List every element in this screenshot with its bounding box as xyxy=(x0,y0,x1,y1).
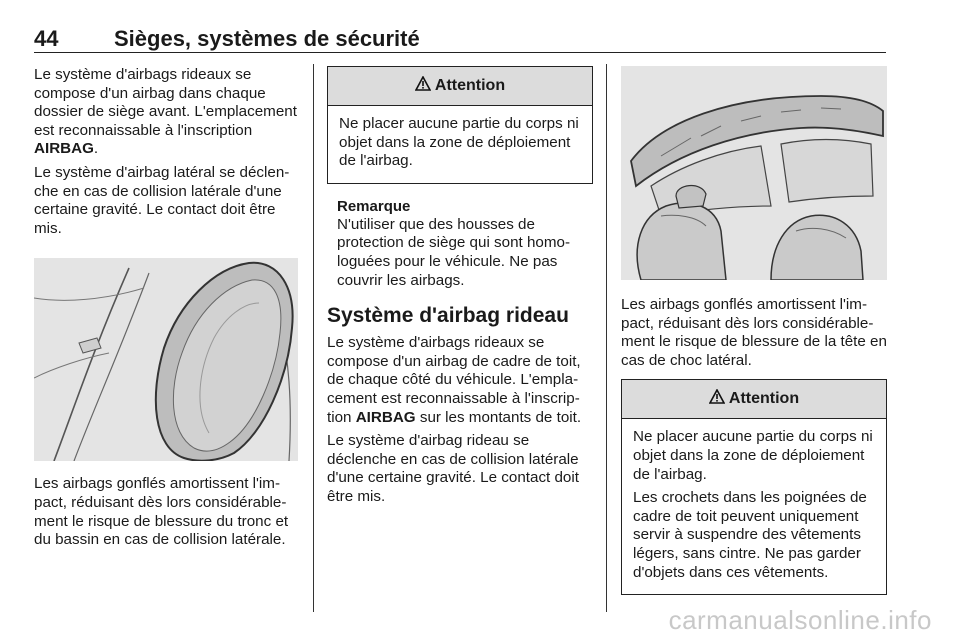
attention-text-2b: Les crochets dans les poignées de cadre de toit peuvent uniquement servir à suspendre des vêtements légers, sans cintre. Ne pas garder d'objets dans ces vêtements. xyxy=(633,489,867,581)
attention-box-2 xyxy=(621,379,887,595)
note-block xyxy=(327,198,593,290)
column-right xyxy=(621,66,887,595)
warning-triangle-icon xyxy=(709,389,725,409)
column-divider-right xyxy=(606,64,607,612)
airbag-label: AIRBAG xyxy=(355,408,416,426)
attention-header-2 xyxy=(622,380,886,419)
attention-text: Ne placer aucune partie du corps ni objet dans la zone de déploiement de l'airbag. xyxy=(339,115,579,170)
attention-body xyxy=(328,106,592,183)
attention-text-2a: Ne placer aucune partie du corps ni objet dans la zone de déploiement de l'airbag. xyxy=(633,428,873,483)
attention-header xyxy=(328,67,592,106)
column-left xyxy=(34,66,298,550)
seat-side-airbag-icon xyxy=(34,258,298,461)
attention-box xyxy=(327,66,593,184)
attention-title-2: Attention xyxy=(728,390,800,408)
watermark: carmanualsonline.info xyxy=(668,605,932,635)
note-text: N'utiliser que des housses de protection de siège qui sont homologuées pour le véhicule. Ne pas couvrir les airbags. xyxy=(337,215,571,289)
page-header xyxy=(34,22,886,53)
side-airbag-trigger: Le système d'airbag latéral se déclenche en cas de collision latérale d'une certaine gravité. Le contact doit être mis. xyxy=(34,163,290,237)
airbag-label: AIRBAG xyxy=(34,140,94,158)
curtain-airbag-icon xyxy=(621,66,887,280)
page-number: 44 xyxy=(34,26,59,51)
column-divider-left xyxy=(313,64,314,612)
section-heading: Système d'airbag rideau xyxy=(327,304,569,328)
warning-triangle-icon xyxy=(415,76,431,96)
page-title: Sièges, systèmes de sécurité xyxy=(114,26,420,51)
curtain-figure-caption: Les airbags gonflés amortissent l'impact, réduisant dès lors considérablement le risque de blessure de la tête en cas de choc latéral. xyxy=(621,296,887,369)
curtain-airbag-trigger: Le système d'airbag rideau se déclenche en cas de collision latérale d'une certaine gravité. Le contact doit être mis. xyxy=(327,432,579,505)
note-title: Remarque xyxy=(337,197,411,215)
seat-figure-caption: Les airbags gonflés amortissent l'impact, réduisant dès lors considérablement le risque de blessure du tronc et du bassin en cas de collision latérale. xyxy=(34,475,289,549)
seat-side-airbag-illustration xyxy=(34,258,298,461)
curtain-airbag-illustration xyxy=(621,66,887,280)
side-airbag-intro: Le système d'airbags rideaux se compose d'un airbag dans chaque dossier de siège avant. L'emplacement est reconnaissable à l'inscription AIRBAG. xyxy=(34,66,297,158)
attention-title: Attention xyxy=(434,77,506,94)
curtain-airbag-intro: Le système d'airbags rideaux se compose d'un airbag de cadre de toit, de chaque côté du véhicule. L'emplacement est reconnaissable à l'inscription AIRBAG sur les montants de toit. xyxy=(327,334,582,426)
column-middle xyxy=(327,66,593,507)
attention-body-2 xyxy=(622,419,886,594)
